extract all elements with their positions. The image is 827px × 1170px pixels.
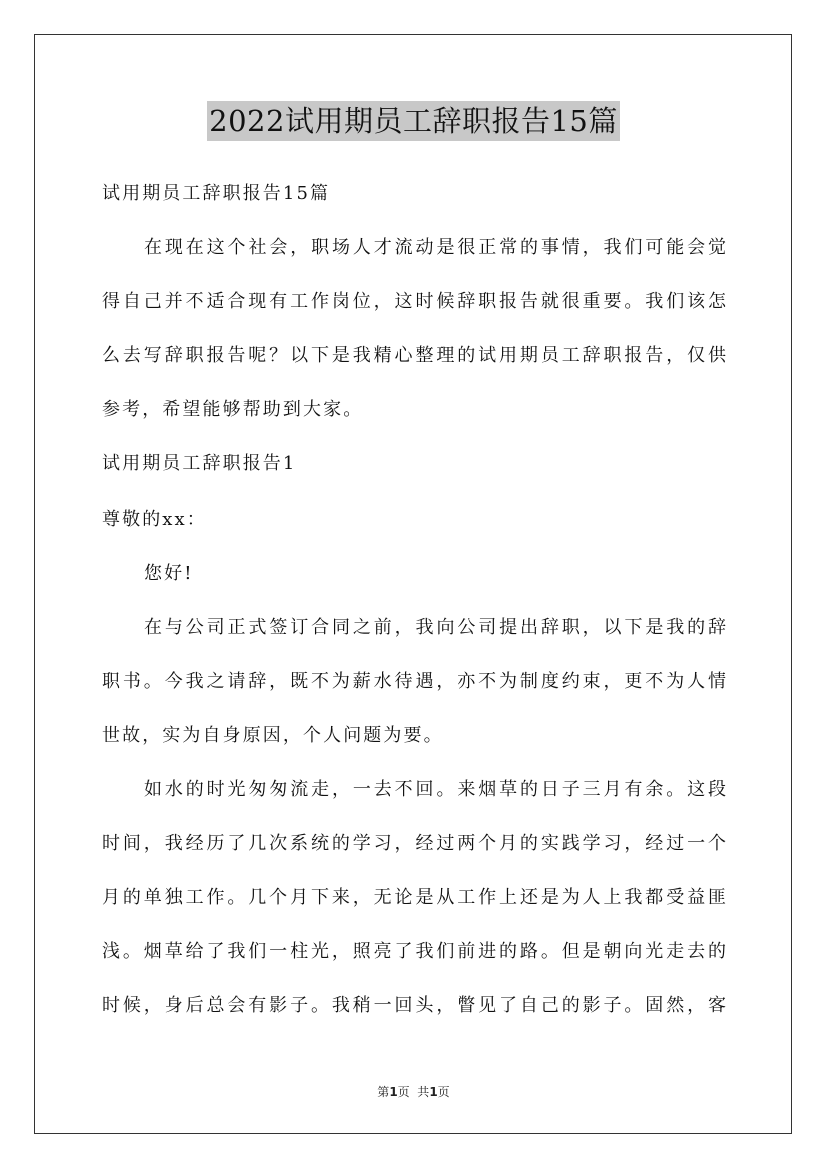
intro-line: 么去写辞职报告呢？以下是我精心整理的试用期员工辞职报告，仅供: [102, 345, 726, 366]
page-footer: [0, 1084, 827, 1100]
section-heading: 试用期员工辞职报告1: [102, 453, 297, 474]
footer-mid: 页 共: [397, 1085, 430, 1099]
paragraph-line: 如水的时光匆匆流走，一去不回。来烟草的日子三月有余。这段: [144, 779, 726, 800]
paragraph-line: 时候，身后总会有影子。我稍一回头，瞥见了自己的影子。固然，客: [102, 995, 726, 1016]
document-title: 2022试用期员工辞职报告15篇: [207, 101, 620, 141]
subtitle: 试用期员工辞职报告15篇: [102, 183, 331, 204]
title-container: [0, 101, 827, 141]
paragraph-line: 浅。烟草给了我们一柱光，照亮了我们前进的路。但是朝向光走去的: [102, 941, 726, 962]
footer-current-page: 1: [389, 1085, 398, 1099]
footer-prefix: 第: [377, 1085, 390, 1099]
paragraph-line: 世故，实为自身原因，个人问题为要。: [102, 725, 444, 746]
footer-suffix: 页: [437, 1085, 450, 1099]
paragraph-line: 月的单独工作。几个月下来，无论是从工作上还是为人上我都受益匪: [102, 887, 726, 908]
intro-line: 得自己并不适合现有工作岗位，这时候辞职报告就很重要。我们该怎: [102, 291, 726, 312]
paragraph-line: 在与公司正式签订合同之前，我向公司提出辞职，以下是我的辞: [144, 617, 726, 638]
greeting: 您好!: [144, 563, 194, 584]
intro-line: 参考，希望能够帮助到大家。: [102, 399, 364, 420]
intro-line: 在现在这个社会，职场人才流动是很正常的事情，我们可能会觉: [144, 237, 726, 258]
paragraph-line: 时间，我经历了几次系统的学习，经过两个月的实践学习，经过一个: [102, 833, 726, 854]
footer-total-pages: 1: [429, 1085, 438, 1099]
salutation: 尊敬的xx：: [102, 509, 207, 530]
paragraph-line: 职书。今我之请辞，既不为薪水待遇，亦不为制度约束，更不为人情: [102, 671, 726, 692]
